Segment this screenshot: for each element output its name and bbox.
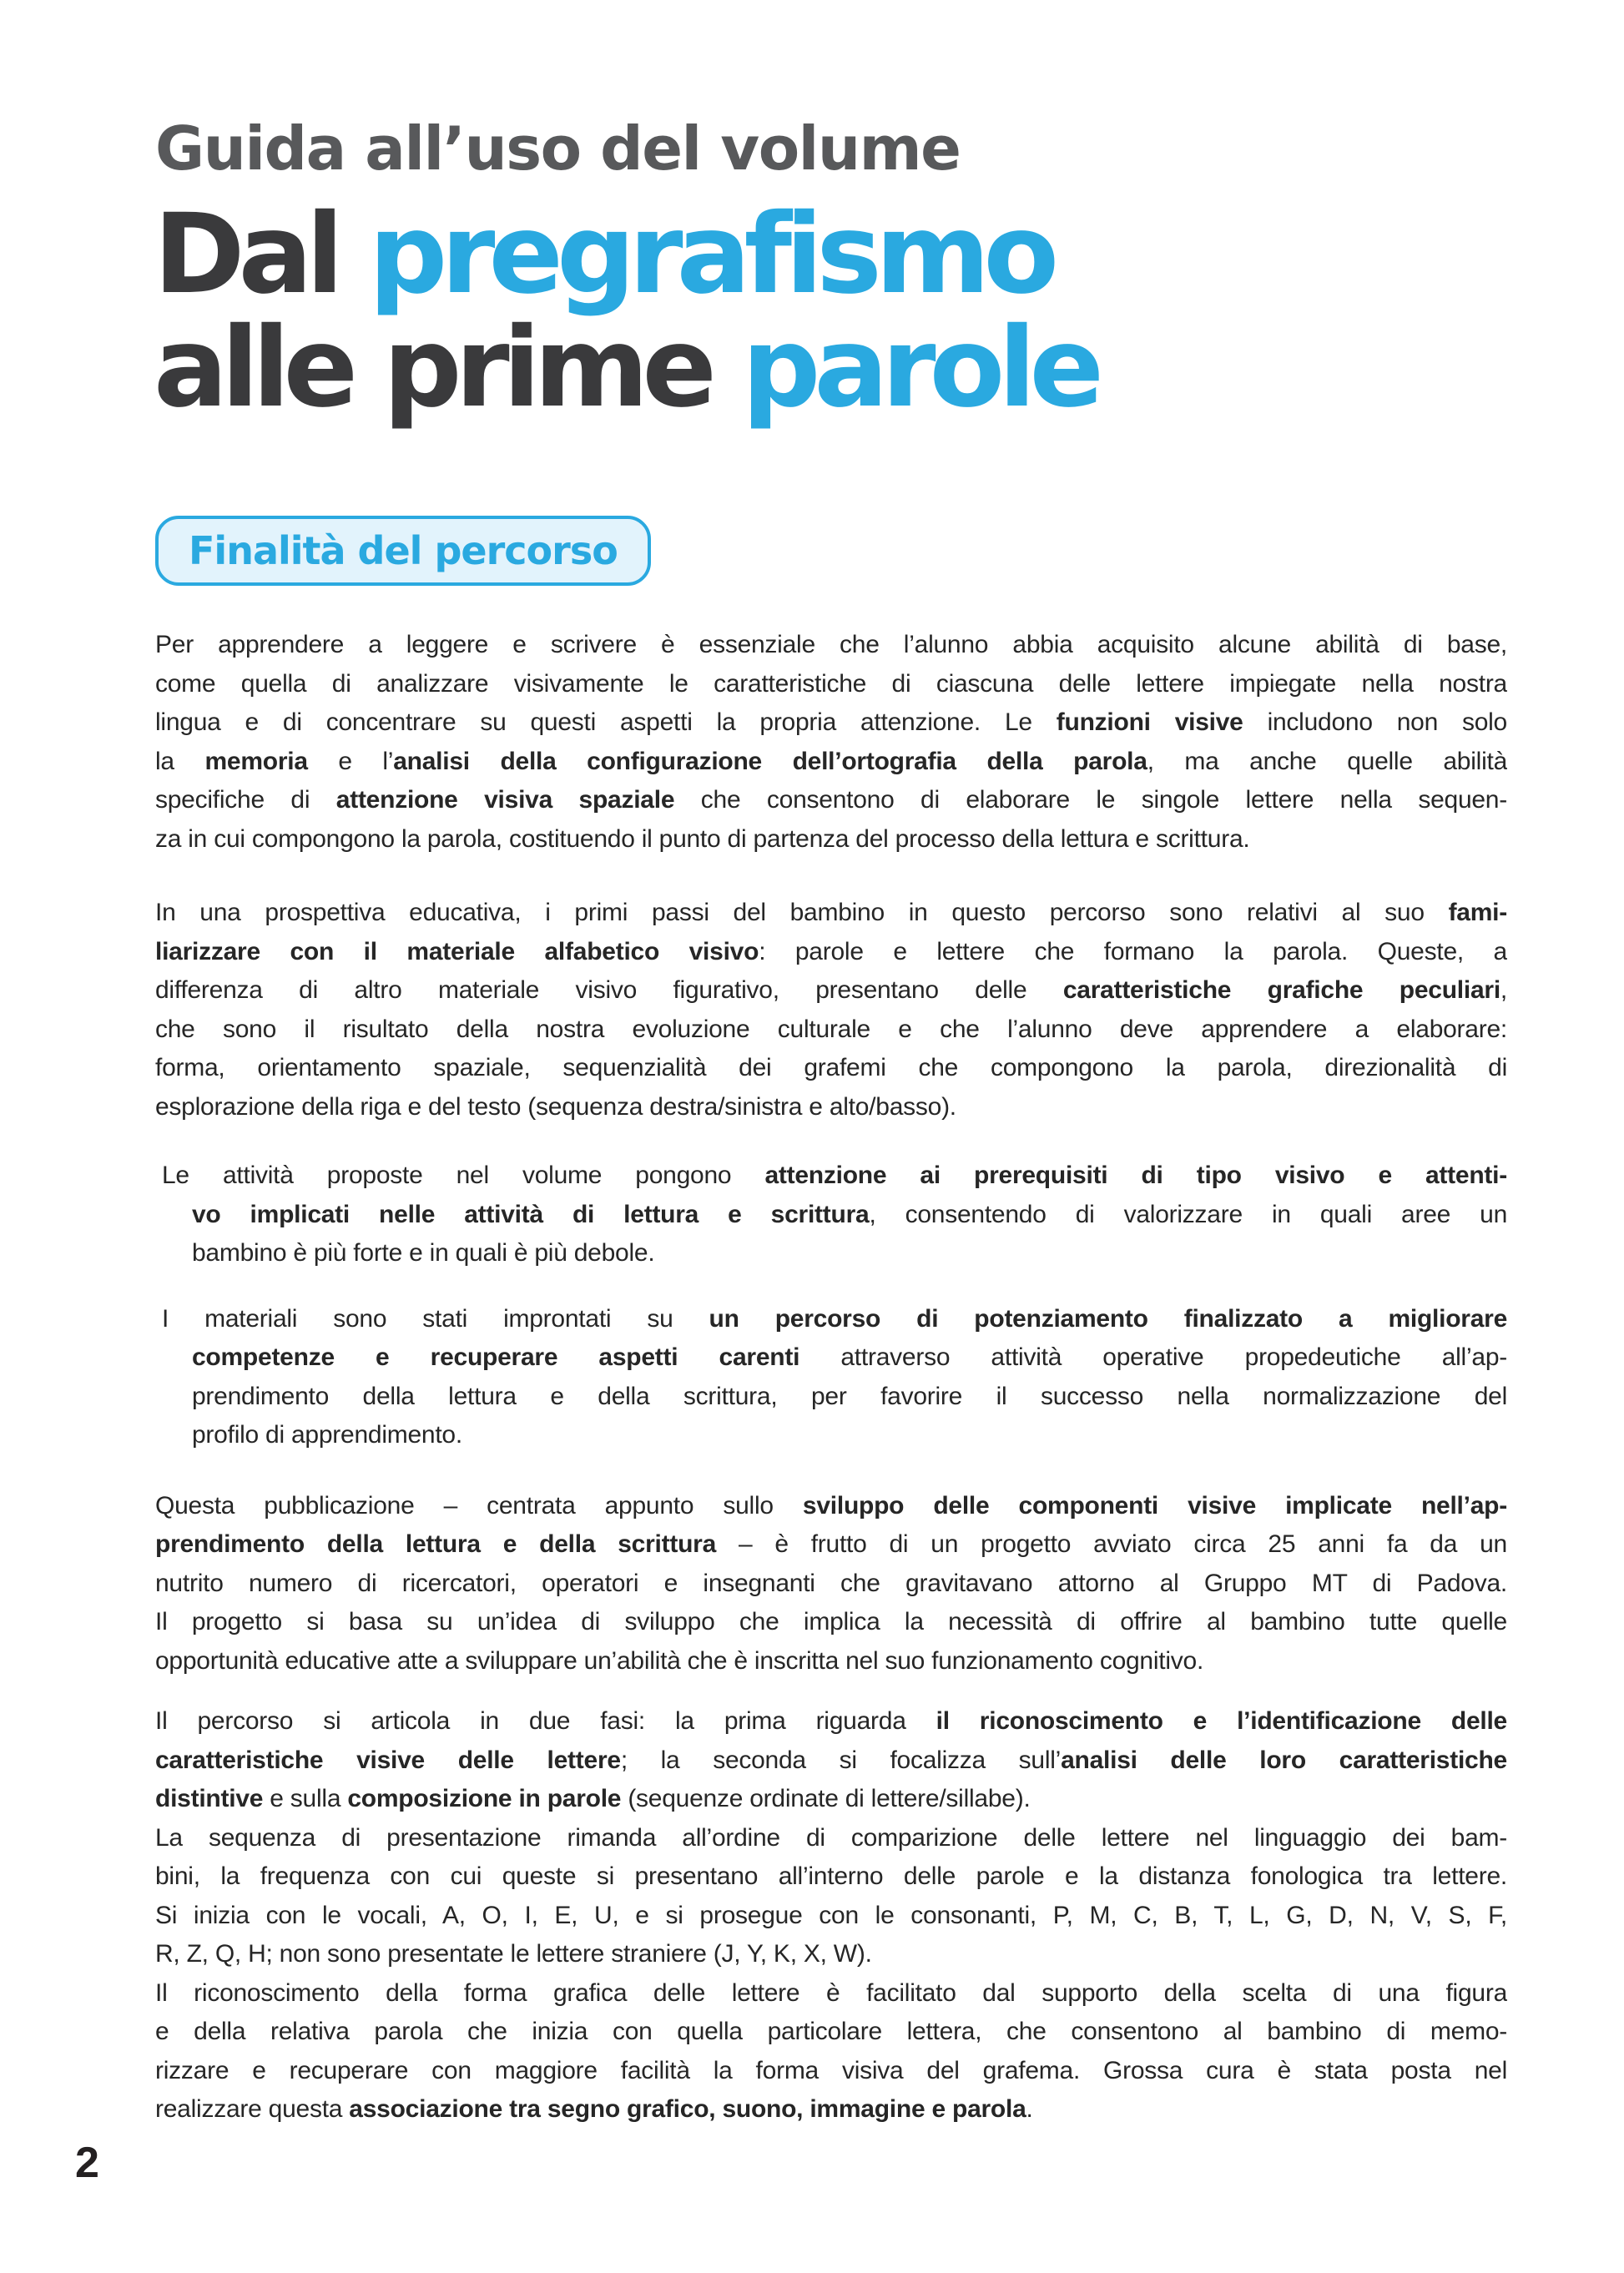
title-segment: alle prime [154,304,742,432]
body-content [155,626,1507,2129]
page-kicker: Guida all’uso del volume [155,113,961,184]
text-line: lingua e di concentrare su questi aspetti la propria attenzione. Le funzioni visive includono non solo [155,708,1507,736]
paragraph [155,1702,1507,2129]
text-line: I materiali sono stati improntati su un percorso di potenziamento finalizzato a migliorare [162,1300,1507,1339]
text-line: Questa pubblicazione – centrata appunto sullo sviluppo delle componenti visive implicate nell’ap- [155,1491,1507,1520]
paragraph [155,1487,1507,1681]
bullet-item [155,1157,1507,1273]
text-line: R, Z, Q, H; non sono presentate le lettere straniere (J, Y, K, X, W). [155,1940,872,1968]
text-line: za in cui compongono la parola, costituendo il punto di partenza del processo della lettura e scrittura. [155,824,1250,853]
paragraph [155,894,1507,1126]
title-segment: pregrafismo [368,190,1053,319]
text-line: Per apprendere a leggere e scrivere è essenziale che l’alunno abbia acquisito alcune abilità di base, [155,631,1507,658]
text-line: e della relativa parola che inizia con quella particolare lettera, che consentono al bambino di memo- [155,2018,1507,2045]
text-line: caratteristiche visive delle lettere; la seconda si focalizza sull’analisi delle loro caratteristiche [155,1746,1507,1774]
bullet-item [155,1300,1507,1455]
main-title [154,190,1098,432]
text-line: come quella di analizzare visivamente le caratteristiche di ciascuna delle lettere impiegate nella nostra [155,669,1507,698]
text-line: prendimento della lettura e della scrittura – è frutto di un progetto avviato circa 25 anni fa da un [155,1530,1507,1558]
text-line: La sequenza di presentazione rimanda all’ordine di comparizione delle lettere nel linguaggio dei bam- [155,1823,1507,1852]
text-line: differenza di altro materiale visivo figurativo, presentano delle caratteristiche grafiche peculiari, [155,976,1507,1004]
title-segment: parole [741,304,1098,432]
text-line: prendimento della lettura e della scrittura, per favorire il successo nella normalizzazione del [192,1382,1507,1410]
title-line [154,304,1098,432]
text-line: Si inizia con le vocali, A, O, I, E, U, e si prosegue con le consonanti, P, M, C, B, T, L, G, D, N, V, S, F, [155,1901,1507,1929]
text-line: Il percorso si articola in due fasi: la prima riguarda il riconoscimento e l’identificazione delle [155,1707,1507,1735]
paragraph [155,626,1507,859]
text-line: vo implicati nelle attività di lettura e scrittura, consentendo di valorizzare in quali aree un [192,1200,1507,1228]
text-line: liarizzare con il materiale alfabetico visivo: parole e lettere che formano la parola. Queste, a [155,937,1507,965]
text-line: forma, orientamento spaziale, sequenzialità dei grafemi che compongono la parola, direzionalità di [155,1054,1507,1081]
text-line: esplorazione della riga e del testo (sequenza destra/sinistra e alto/basso). [155,1092,956,1121]
text-line: opportunità educative atte a sviluppare un’abilità che è inscritta nel suo funzionamento cognitivo. [155,1646,1204,1675]
text-line: profilo di apprendimento. [192,1421,462,1449]
text-line: Le attività proposte nel volume pongono attenzione ai prerequisiti di tipo visivo e attenti- [162,1157,1507,1196]
page-number: 2 [75,2139,99,2187]
title-segment: Dal [154,190,369,319]
text-line: rizzare e recuperare con maggiore facilità la forma visiva del grafema. Grossa cura è stata posta nel [155,2056,1507,2084]
text-line: bambino è più forte e in quali è più debole. [192,1239,655,1267]
text-line: Il riconoscimento della forma grafica delle lettere è facilitato dal supporto della scelta di una figura [155,1978,1507,2007]
text-line: distintive e sulla composizione in parole (sequenze ordinate di lettere/sillabe). [155,1785,1031,1812]
text-line: bini, la frequenza con cui queste si presentano all’interno delle parole e la distanza fonologica tra lettere. [155,1862,1507,1890]
text-line: Il progetto si basa su un’idea di sviluppo che implica la necessità di offrire al bambino tutte quelle [155,1608,1507,1635]
text-line: nutrito numero di ricercatori, operatori e insegnanti che gravitavano attorno al Gruppo MT di Padova. [155,1569,1507,1597]
text-line: la memoria e l’analisi della configurazione dell’ortografia della parola, ma anche quelle abilità [155,747,1507,775]
section-badge: Finalità del percorso [155,516,651,586]
text-line: specifiche di attenzione visiva spaziale che consentono di elaborare le singole lettere nella sequen- [155,786,1507,814]
title-line [154,190,1097,319]
text-line: competenze e recuperare aspetti carenti attraverso attività operative propedeutiche all’ap- [192,1343,1507,1371]
text-line: In una prospettiva educativa, i primi passi del bambino in questo percorso sono relativi al suo fami- [155,899,1507,926]
text-line: che sono il risultato della nostra evoluzione culturale e che l’alunno deve apprendere a elaborare: [155,1015,1507,1043]
text-line: realizzare questa associazione tra segno grafico, suono, immagine e parola. [155,2095,1033,2123]
